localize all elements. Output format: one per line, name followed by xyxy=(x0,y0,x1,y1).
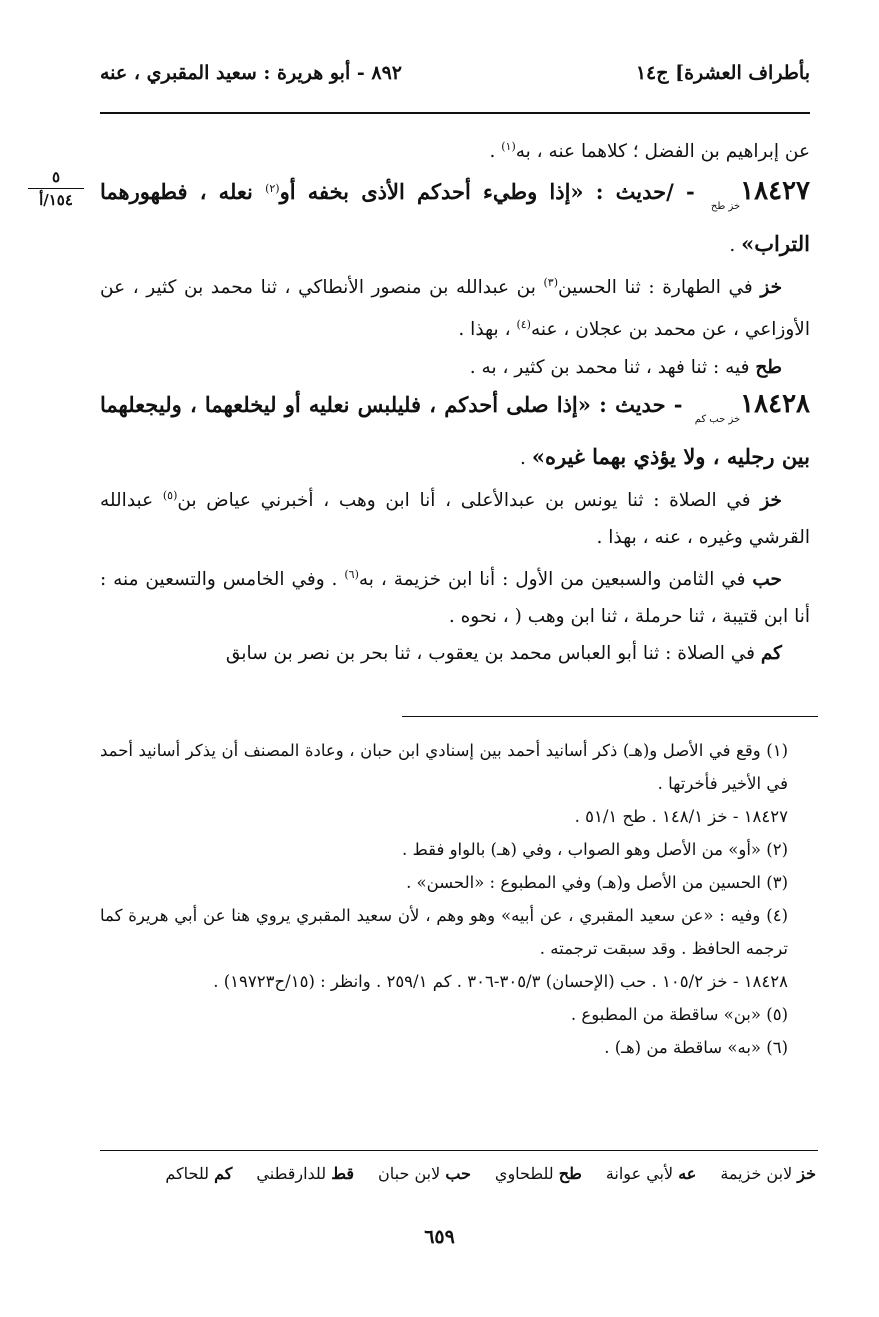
footnote: (٢) «أو» من الأصل وهو الصواب ، وفي (هـ) بالواو فقط . xyxy=(401,840,788,859)
footnote-ref: (٤) xyxy=(516,318,531,332)
source-abbr: حب xyxy=(752,568,782,590)
legend-item: طح للطحاوي xyxy=(494,1164,582,1183)
source-codes: خز طح xyxy=(710,201,741,213)
hadith-label: - حديث : xyxy=(590,391,691,417)
footnote: (٤) وفيه : «عن سعيد المقبري ، عن أبيه» وهو وهم ، لأن سعيد المقبري يروي هنا عن أبي هريرة كما ترجمه الحافظ . وقد سبقت ترجمته . xyxy=(100,906,788,958)
hadith-number: ١٨٤٢٨ xyxy=(740,388,810,419)
source-abbr: خز xyxy=(760,277,783,299)
hadith-text: «إذا صلى أحدكم ، فليلبس نعليه أو ليخلعهما ، وليجعلهما بين رجليه ، ولا يؤذي بهما غيره» xyxy=(100,391,810,469)
hadith-text: «إذا وطيء أحدكم الأذى بخفه أو xyxy=(279,179,584,205)
running-header xyxy=(100,62,810,92)
footnote-ref: (١) xyxy=(501,140,516,153)
abbreviation-legend xyxy=(100,1164,816,1183)
manuscript-folio-note xyxy=(28,168,84,209)
legend-item: قط للدارقطني xyxy=(256,1164,355,1183)
footnote: ١٨٤٢٧ - خز ١٤٨/١ . طح ٥١/١ . xyxy=(574,807,788,826)
legend-item: كم للحاكم xyxy=(165,1164,233,1183)
folio-reference: ١٥٤/أ xyxy=(39,191,73,209)
page-number: ٦٥٩ xyxy=(424,1226,455,1248)
footnote: (٦) «به» ساقطة من (هـ) . xyxy=(604,1038,788,1057)
source-abbr: كم xyxy=(760,642,782,664)
footnote: (٥) «بن» ساقطة من المطبوع . xyxy=(570,1005,788,1024)
isnad-paragraph: خز في الصلاة : ثنا يونس بن عبدالأعلى ، أنا ابن وهب ، أخبرني عياض بن$^{(٥)}$ عبدالله القرشي وغيره ، عنه ، بهذا . xyxy=(100,488,810,548)
legend-item: خز لابن خزيمة xyxy=(720,1164,816,1183)
legend-item: حب لابن حبان xyxy=(378,1164,471,1183)
footnote-ref: (٦) xyxy=(344,567,359,581)
isnad-paragraph: حب في الثامن والسبعين من الأول : أنا ابن خزيمة ، به$^{(٦)}$ . وفي الخامس والتسعين منه : أنا ابن قتيبة ، ثنا حرملة ، ثنا ابن وهب ( ، نحوه . xyxy=(100,567,810,627)
legend-item: عه لأبي عوانة xyxy=(605,1164,697,1183)
footnote-ref: (٢) xyxy=(265,182,280,196)
main-text xyxy=(100,128,810,672)
source-abbr: طح xyxy=(755,356,782,378)
isnad-paragraph: خز في الطهارة : ثنا الحسين$^{(٣)}$ بن عبدالله بن منصور الأنطاكي ، ثنا محمد بن كثير ، عن الأوزاعي ، عن محمد بن عجلان ، عنه$^{(٤)}$ ، بهذا . xyxy=(100,276,810,341)
footnote-ref: (٥) xyxy=(162,488,178,502)
hadith-label: - /حديث : xyxy=(583,179,707,205)
header-volume: بأطراف العشرة] ج١٤ xyxy=(635,62,810,84)
footnote-rule xyxy=(402,716,818,717)
source-abbr: خز xyxy=(760,489,782,511)
hadith-entry-18427: ١٨٤٢٧خز طح - /حديث : «إذا وطيء أحدكم الأذى بخفه أو$^{(٢)}$ نعله ، فطهورهما التراب» . xyxy=(100,176,810,257)
hadith-entry-18428: ١٨٤٢٨خز حب كم - حديث : «إذا صلى أحدكم ، فليلبس نعليه أو ليخلعهما ، وليجعلهما بين رجليه ، ولا يؤذي بهما غيره» . xyxy=(100,388,810,469)
footnote-ref: (٣) xyxy=(543,276,558,290)
paragraph-continuation: عن إبراهيم بن الفضل ؛ كلاهما عنه ، به$^{(١)}$ . xyxy=(489,140,810,163)
footnote: (١) وقع في الأصل و(هـ) ذكر أسانيد أحمد بين إسنادي ابن حبان ، وعادة المصنف أن يذكر أسانيد أحمد في الأخير فأخرتها . xyxy=(100,741,788,793)
isnad-paragraph: طح فيه : ثنا فهد ، ثنا محمد بن كثير ، به . xyxy=(469,356,782,378)
isnad-paragraph: كم في الصلاة : ثنا أبو العباس محمد بن يعقوب ، ثنا بحر بن نصر بن سابق xyxy=(225,642,782,664)
source-codes: خز حب كم xyxy=(694,413,741,425)
header-chapter: ٨٩٢ - أبو هريرة : سعيد المقبري ، عنه xyxy=(100,62,402,84)
legend-rule xyxy=(100,1150,818,1151)
hadith-number: ١٨٤٢٧ xyxy=(740,176,810,207)
footnote: (٣) الحسين من الأصل و(هـ) وفي المطبوع : «الحسن» . xyxy=(406,873,788,892)
footnotes xyxy=(100,734,816,1064)
footnote: ١٨٤٢٨ - خز ١٠٥/٢ . حب (الإحسان) ٣٠٥/٣-٣٠٦ . كم ٢٥٩/١ . وانظر : (١٥/ح١٩٧٢٣) . xyxy=(213,972,788,991)
folio-line-number: ٥ xyxy=(28,168,84,189)
header-rule xyxy=(100,112,810,114)
